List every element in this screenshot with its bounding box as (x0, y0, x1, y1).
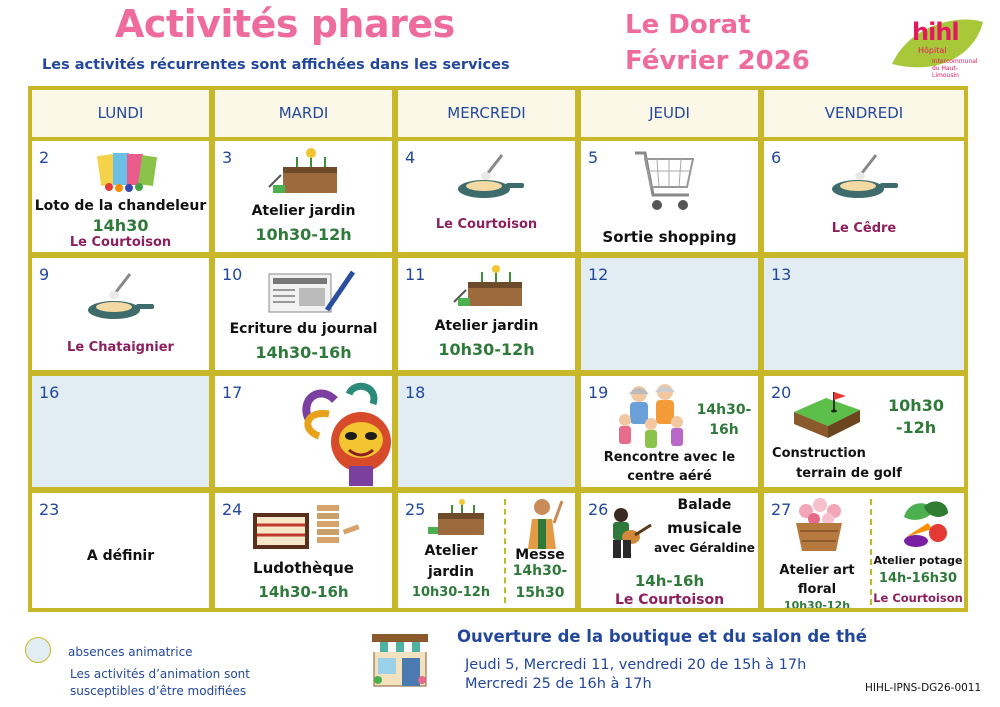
activity-time-end: -12h (895, 418, 937, 437)
activity-label-line2: terrain de golf (796, 466, 902, 481)
day-cell-17: 17 (215, 376, 392, 487)
activity-location: Le Courtoison (69, 235, 172, 250)
activity-label: A définir (86, 548, 155, 564)
page-subtitle: Les activités récurrentes sont affichées dans les services (42, 57, 510, 73)
activity-time: 14h30-16h (258, 583, 349, 601)
guitarist-icon (603, 507, 653, 561)
left-activity-time: 10h30-12h (411, 585, 491, 600)
day-header-jeudi: JEUDI (581, 90, 758, 137)
crepe-pan-icon (86, 268, 156, 324)
activity-time: 10h30-12h (438, 340, 535, 359)
day-cell-16: 16 (32, 376, 209, 487)
activity-location: Le Chataignier (67, 340, 174, 355)
day-cell-2: 2 Loto de la chandeleur 14h30 Le Courtoison (32, 141, 209, 252)
activity-label: Loto de la chandeleur (34, 198, 207, 214)
day-cell-10: 10 Ecriture du journal 14h30-16h (215, 258, 392, 370)
day-cell-9: 9 Le Chataignier (32, 258, 209, 370)
day-cell-18: 18 (398, 376, 575, 487)
activity-label-line3: avec Géraldine (654, 541, 755, 555)
activity-label: Sortie shopping (602, 228, 737, 246)
month-title: Février 2026 (625, 46, 810, 76)
activity-label: Balade (677, 497, 732, 513)
activity-location: Le Courtoison (435, 217, 538, 232)
garden-planter-icon (267, 147, 339, 197)
shop-title: Ouverture de la boutique et du salon de thé (457, 627, 867, 646)
day-header-vendredi: VENDREDI (764, 90, 964, 137)
day-cell-12: 12 (581, 258, 758, 370)
absence-legend-swatch (25, 637, 51, 663)
left-activity-time: 10h30-12h (783, 599, 851, 608)
day-cell-6: 6 Le Cêdre (764, 141, 964, 252)
day-cell-11: 11 Atelier jardin 10h30-12h (398, 258, 575, 370)
day-header-mardi: MARDI (215, 90, 392, 137)
day-cell-27: 27 Atelier art floral 10h30-12h Atelier potage 14h-16h30 Le Courtoison (764, 493, 964, 608)
day-cell-24: 24 Ludothèque 14h30-16h (215, 493, 392, 608)
shop-hours-line2: Mercredi 25 de 16h à 17h (465, 676, 652, 692)
activity-location: Le Cêdre (831, 221, 897, 236)
modification-note: Les activités d’animation sont susceptibles d’être modifiées (70, 667, 250, 698)
garden-planter-icon (426, 499, 486, 539)
right-activity-time-start: 14h30- (512, 563, 568, 579)
lotto-cards-icon (97, 151, 157, 193)
activity-time-end: 16h (709, 422, 739, 438)
day-cell-19: 19 14h30- 16h Rencontre avec le centre aéré (581, 376, 758, 487)
carnival-mask-icon (299, 380, 392, 487)
activity-label: Construction (772, 446, 866, 461)
day-cell-5: 5 Sortie shopping (581, 141, 758, 252)
document-reference: HIHL-IPNS-DG26-0011 (865, 682, 982, 694)
garden-planter-icon (452, 264, 524, 310)
activity-time: 14h-16h (634, 572, 705, 590)
calendar-grid (28, 86, 968, 612)
left-activity-label: Atelier (424, 543, 478, 559)
vegetables-icon (898, 497, 952, 549)
absence-legend-label: absences animatrice (68, 645, 193, 659)
activity-label: Atelier jardin (434, 318, 539, 334)
crepe-pan-icon (830, 151, 900, 203)
day-cell-26: 26 Balade musicale avec Géraldine 14h-16h Le Courtoison (581, 493, 758, 608)
activity-label: Ecriture du journal (229, 321, 378, 337)
day-header-mercredi: MERCREDI (398, 90, 575, 137)
shop-hours-line1: Jeudi 5, Mercredi 11, vendredi 20 de 15h à 17h (465, 657, 807, 673)
right-activity-label: Atelier potage (873, 554, 963, 567)
right-activity-time-end: 15h30 (515, 585, 565, 601)
crepe-pan-icon (456, 151, 526, 203)
activity-label: Rencontre avec le (603, 450, 736, 465)
day-cell-13: 13 (764, 258, 964, 370)
activity-label-line2: musicale (667, 519, 742, 537)
right-activity-location: Le Courtoison (873, 591, 963, 605)
day-cell-3: 3 Atelier jardin 10h30-12h (215, 141, 392, 252)
left-activity-label-line2: floral (797, 582, 837, 597)
shopping-cart-icon (633, 149, 697, 223)
newspaper-icon (265, 266, 357, 316)
activity-location: Le Courtoison (614, 592, 725, 608)
day-cell-4: 4 Le Courtoison (398, 141, 575, 252)
split-divider (870, 499, 872, 605)
activity-time-start: 10h30 (888, 396, 944, 415)
family-group-icon (615, 380, 691, 452)
left-activity-label-line2: jardin (428, 564, 474, 580)
activity-time: 14h30 (92, 216, 149, 235)
activity-label-line2: centre aéré (627, 469, 712, 484)
day-header-lundi: LUNDI (32, 90, 209, 137)
day-cell-25: 25 Atelier jardin 10h30-12h Messe 14h30- 15h30 (398, 493, 575, 608)
right-activity-time: 14h-16h30 (878, 571, 958, 586)
right-activity-label: Messe (515, 547, 565, 563)
hospital-logo: hihl Hôpital Intercommunal du Haut-Limousin (890, 14, 985, 74)
activity-label: Ludothèque (253, 559, 354, 577)
page-title: Activités phares (115, 2, 455, 46)
activity-time: 10h30-12h (255, 225, 352, 244)
board-game-icon (249, 497, 361, 553)
activity-label: Atelier jardin (251, 203, 356, 219)
location-title: Le Dorat (625, 10, 751, 40)
mini-golf-icon (790, 386, 862, 444)
activity-time: 14h30-16h (255, 343, 352, 362)
shop-front-icon (370, 630, 430, 688)
left-activity-label: Atelier art (779, 563, 855, 578)
activity-time-start: 14h30- (696, 402, 752, 418)
flower-basket-icon (790, 497, 848, 555)
day-cell-20: 20 10h30 -12h Construction terrain de golf (764, 376, 964, 487)
priest-icon (518, 495, 566, 549)
day-cell-23: 23 A définir (32, 493, 209, 608)
